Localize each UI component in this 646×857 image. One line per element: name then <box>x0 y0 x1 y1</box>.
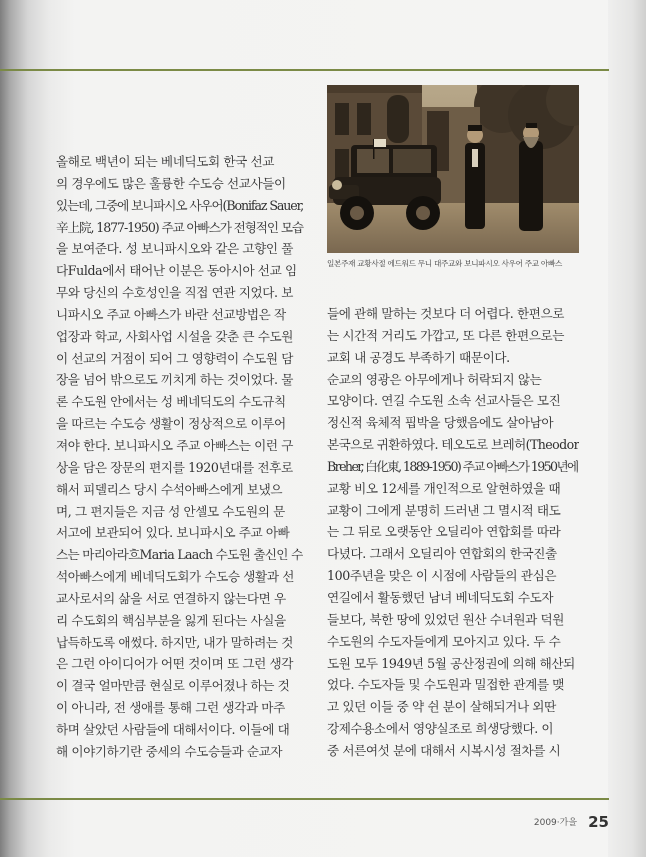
text-line: 모양이다. 연길 수도원 소속 선교사들은 모진 <box>327 393 561 409</box>
bottom-rule <box>0 798 609 800</box>
text-line: 는 시간적 거리도 가깝고, 또 다른 한편으로는 <box>327 327 565 343</box>
text-line: 니파시오 주교 아빠스가 바란 선교방법은 작 <box>56 306 286 322</box>
text-line: 을 보여준다. 성 보니파시오와 같은 고향인 풀 <box>56 241 294 257</box>
text-line: 이 결국 얼마만큼 현실로 이루어졌나 하는 것 <box>56 678 290 694</box>
text-line: 론 수도원 안에서는 성 베네딕도의 수도규칙 <box>56 394 286 410</box>
text-line: 강제수용소에서 영양실조로 희생당했다. 이 <box>327 721 554 737</box>
text-line: 교사로서의 삶을 서로 연결하지 않는다면 우 <box>56 590 286 606</box>
text-line: 상을 담은 장문의 편지를 1920년대를 전후로 <box>56 459 293 475</box>
issue-label: 2009·가을 <box>533 818 578 828</box>
text-line: 해 이야기하기란 중세의 수도승들과 순교자 <box>56 743 283 759</box>
top-rule <box>0 69 609 71</box>
page-number: 25 <box>588 813 609 831</box>
text-line: 교회 내 공경도 부족하기 때문이다. <box>327 349 510 365</box>
text-line: 도원 모두 1949년 5월 공산정권에 의해 해산되 <box>327 655 575 671</box>
text-line: 순교의 영광은 아무에게나 허락되지 않는 <box>327 371 542 387</box>
text-line: 업장과 학교, 사회사업 시설을 갖춘 큰 수도원 <box>56 328 294 344</box>
page-edge-shadow <box>608 0 646 857</box>
right-text-column <box>327 303 579 762</box>
text-line: 며, 그 편지들은 지금 성 안셀모 수도원의 문 <box>56 503 285 519</box>
text-line: 서고에 보관되어 있다. 보니파시오 주교 아빠 <box>56 525 290 541</box>
text-line: 다녔다. 그래서 오딜리아 연합회의 한국진출 <box>327 546 557 562</box>
text-line: 은 그런 아이디어가 어떤 것이며 또 그런 생각 <box>56 656 294 672</box>
text-line: 辛上院, 1877-1950) 주교 아빠스가 전형적인 모습 <box>56 219 303 235</box>
text-line: 100주년을 맞은 이 시점에 사람들의 관심은 <box>327 568 557 584</box>
text-line: 져야 한다. 보니파시오 주교 아빠스는 이런 구 <box>56 437 294 453</box>
text-line: 본국으로 귀환하였다. 테오도로 브레허(Theodor <box>327 437 579 453</box>
text-line: 스는 마리아라흐Maria Laach 수도원 출신인 수 <box>56 547 303 563</box>
text-line: 중 서른여섯 분에 대해서 시복시성 절차를 시 <box>327 742 561 758</box>
text-line: 교황 비오 12세를 개인적으로 알현하였을 때 <box>327 480 561 496</box>
page-footer <box>534 812 609 831</box>
text-line: 무와 당신의 수호성인을 직접 연관 지었다. 보 <box>56 285 294 301</box>
text-line: 이 선교의 거점이 되어 그 영향력이 수도원 담 <box>56 350 294 366</box>
text-line: 납득하도록 애썼다. 하지만, 내가 말하려는 것 <box>56 634 294 650</box>
photo-illustration <box>327 85 579 253</box>
text-line: 고 있던 이들 중 약 쉰 분이 살해되거나 외딴 <box>327 699 556 715</box>
text-line: 수도원의 수도자들에게 모아지고 있다. 두 수 <box>327 633 561 649</box>
text-line: 정신적 육체적 핍박을 당했음에도 살아남아 <box>327 415 554 431</box>
text-line: 리 수도회의 핵심부분을 잃게 된다는 사실을 <box>56 612 286 628</box>
text-line: 올해로 백년이 되는 베네딕도회 한국 선교 <box>56 154 275 169</box>
text-line: 는 그 뒤로 오랫동안 오딜리아 연합회를 따라 <box>327 524 561 540</box>
text-line: 해서 피델리스 당시 수석아빠스에게 보냈으 <box>56 481 283 497</box>
text-line: 의 경우에도 많은 훌륭한 수도승 선교사들이 <box>56 175 286 191</box>
text-line: 장을 넘어 밖으로도 끼치게 하는 것이었다. 물 <box>56 372 294 388</box>
text-line: Breher, 白化東, 1889-1950) 주교 아빠스가 1950년에 <box>327 458 578 474</box>
text-line: 을 따르는 수도승 생활이 정상적으로 이루어 <box>56 416 286 432</box>
text-line: 다Fulda에서 태어난 이분은 동아시아 선교 임 <box>56 263 297 279</box>
text-line: 연길에서 활동했던 남녀 베네딕도회 수도자 <box>327 589 554 605</box>
photo-caption: 일본주재 교황사절 에드워드 무니 대주교와 보니파시오 사우어 주교 아빠스 <box>327 259 563 268</box>
text-line: 었다. 수도자들 및 수도원과 밀접한 관계를 맺 <box>327 677 565 693</box>
text-line: 이 아니라, 전 생애를 통해 그런 생각과 마주 <box>56 700 285 716</box>
text-line: 들에 관해 말하는 것보다 더 어렵다. 한편으로 <box>327 306 565 321</box>
left-text-column <box>56 151 304 763</box>
text-line: 있는데, 그중에 보니파시오 사우어(Bonifaz Sauer, <box>56 197 304 213</box>
text-line: 석아빠스에게 베네딕도회가 수도승 생활과 선 <box>56 569 294 585</box>
text-line: 교황이 그에게 분명히 드러낸 그 멸시적 태도 <box>327 502 561 518</box>
historical-photo <box>327 85 579 253</box>
text-line: 하며 살았던 사람들에 대해서이다. 이들에 대 <box>56 721 290 737</box>
text-line: 들보다, 북한 땅에 있었던 원산 수녀원과 덕원 <box>327 611 565 627</box>
